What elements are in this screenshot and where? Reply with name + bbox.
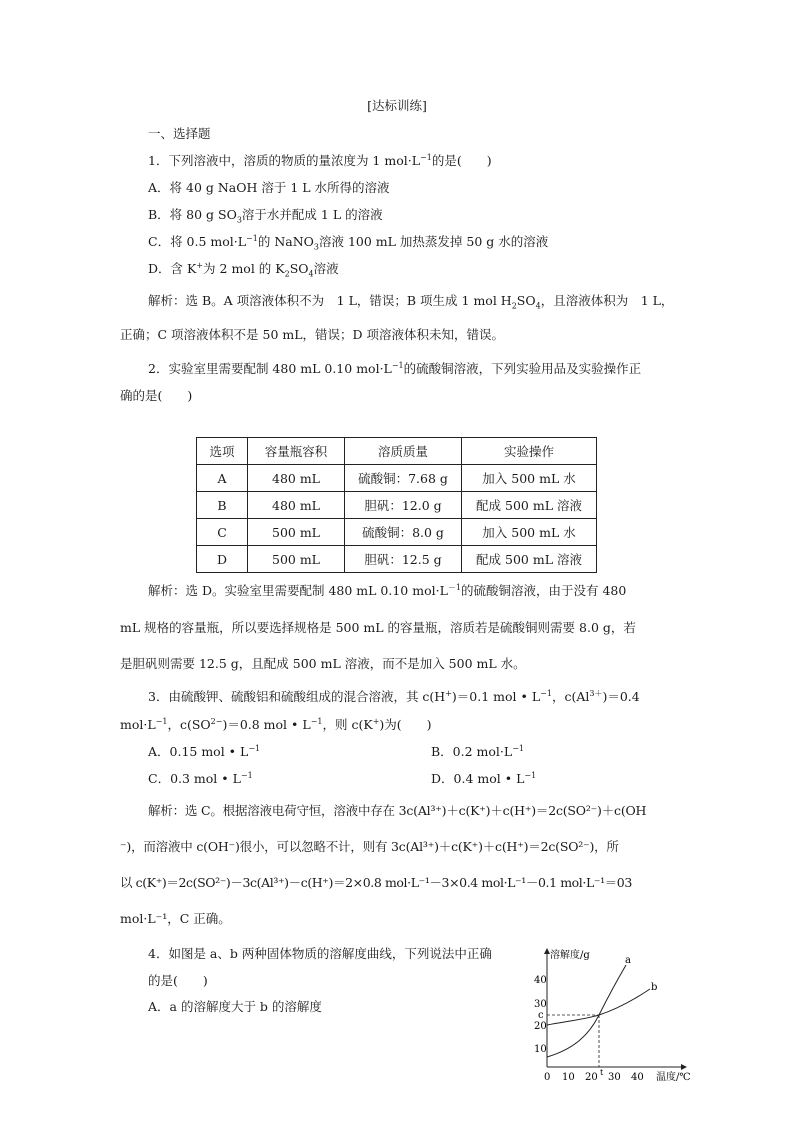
q3-answer-line2: ⁻)，而溶液中 c(OH⁻)很小，可以忽略不计，则有 3c(Al³⁺)＋c(K⁺)＋c(H⁺)＝2c(SO²⁻)，所 (120, 839, 619, 854)
q4-stem-line1: 4．如图是 a、b 两种固体物质的溶解度曲线，下列说法中正确 (148, 946, 492, 961)
q1-option-a: A．将 40 g NaOH 溶于 1 L 水所得的溶液 (148, 180, 390, 195)
x-tick-label: t (600, 1068, 604, 1077)
q1-stem: 1．下列溶液中，溶质的物质的量浓度为 1 $mol\cdot L^{-1}$的是( ) (148, 152, 492, 168)
solubility-chart (514, 943, 694, 1088)
q2-stem-line2: 确的是( ) (120, 388, 193, 403)
table-header-cell: 溶质质量 (345, 438, 462, 465)
y-tick-label: 10 (534, 1044, 547, 1055)
q1-option-c: C．将 0.5 $mol\cdot L^{-1}$的 NaNO$_3$溶液 100 mL 加热蒸发掉 50 g 水的溶液 (148, 233, 549, 252)
table-header-cell: 选项 (197, 438, 248, 465)
curve-a (547, 965, 626, 1057)
section-heading: 一、选择题 (148, 126, 211, 141)
curve-b (547, 989, 650, 1025)
q3-answer-line3: 以 c(K⁺)＝2c(SO²⁻)－3c(Al³⁺)－c(H⁺)＝2×0.8 mol·L⁻¹－3×0.4 mol·L⁻¹－0.1 mol·L⁻¹＝03 (120, 875, 632, 890)
q1-answer-line1: 解析：选 B。A 项溶液体积不为 1 L，错误；B 项生成 1 mol $H_2SO_4$，且溶液体积为 1 L， (148, 293, 674, 311)
table-cell: 500 mL (248, 546, 345, 573)
table-row (197, 492, 597, 519)
y-axis-label: 溶解度/g (550, 950, 590, 961)
x-tick-label: 30 (608, 1072, 621, 1083)
x-tick-label: 0 (544, 1072, 551, 1083)
q3-stem-line1: 3．由硫酸钾、硫酸铝和硫酸组成的混合溶液，其 c(H+)＝0.1 mol • $L^{-1}$，$c(Al^{3+})=0.4$ (148, 688, 640, 704)
table-row (197, 465, 597, 492)
page-title: [达标训练] (367, 98, 427, 113)
table-cell: 胆矾：12.5 g (345, 546, 462, 573)
table-row (197, 519, 597, 546)
table-row (197, 546, 597, 573)
q4-stem-line2: 的是( ) (148, 973, 208, 988)
table-cell: B (197, 492, 248, 519)
q4-option-a: A．a 的溶解度大于 b 的溶解度 (148, 999, 322, 1014)
curve-b-label: b (651, 982, 658, 993)
q3-option-b: B．0.2 $mol\cdot L^{-1}$ (431, 743, 524, 759)
q3-answer-line4: mol·L⁻¹，C 正确。 (120, 911, 231, 926)
q3-stem-line2: $mol\cdot L^{-1}$，$c(SO^{2-})=0.8$ mol • $L^{-1}$，则 c(K+)为( ) (120, 716, 432, 732)
table-cell: 配成 500 mL 溶液 (462, 492, 597, 519)
table-cell: 配成 500 mL 溶液 (462, 546, 597, 573)
q2-answer-line1: 解析：选 D。实验室里需要配制 480 mL 0.10 $mol\cdot L^{-1}$的硫酸铜溶液，由于没有 480 (148, 582, 627, 598)
y-tick-label: c (538, 1010, 544, 1021)
y-tick-label: 40 (534, 975, 547, 986)
table-cell: 500 mL (248, 519, 345, 546)
table-cell: 硫酸铜：7.68 g (345, 465, 462, 492)
q1-option-d: D．含 K+为 2 mol 的 $K_2SO_4$溶液 (148, 260, 339, 279)
q2-answer-line2: mL 规格的容量瓶，所以要选择规格是 500 mL 的容量瓶，溶质若是硫酸铜则需要 8.0 g，若 (120, 620, 636, 635)
q2-options-table (196, 437, 597, 573)
q1-answer-line2: 正确；C 项溶液体积不是 50 mL，错误；D 项溶液体积未知，错误。 (120, 327, 505, 342)
q1-option-b: B．将 80 g $SO_3$溶于水并配成 1 L 的溶液 (148, 207, 383, 225)
x-tick-label: 40 (631, 1072, 644, 1083)
table-cell: 480 mL (248, 465, 345, 492)
table-header-cell: 容量瓶容积 (248, 438, 345, 465)
q2-stem-line1: 2．实验室里需要配制 480 mL 0.10 $mol\cdot L^{-1}$的硫酸铜溶液，下列实验用品及实验操作正 (148, 360, 642, 376)
table-cell: 胆矾：12.0 g (345, 492, 462, 519)
y-tick-label: 30 (534, 999, 547, 1010)
q3-option-d: D．0.4 mol • $L^{-1}$ (431, 770, 537, 786)
table-cell: 加入 500 mL 水 (462, 519, 597, 546)
table-cell: D (197, 546, 248, 573)
q2-answer-line3: 是胆矾则需要 12.5 g，且配成 500 mL 溶液，而不是加入 500 mL 水。 (120, 656, 526, 671)
table-cell: 480 mL (248, 492, 345, 519)
table-header-row (197, 438, 597, 465)
table-header-cell: 实验操作 (462, 438, 597, 465)
q3-option-a: A．0.15 mol • $L^{-1}$ (148, 743, 261, 759)
table-cell: C (197, 519, 248, 546)
table-cell: A (197, 465, 248, 492)
q3-answer-line1: 解析：选 C。根据溶液电荷守恒，溶液中存在 3c(Al³⁺)＋c(K⁺)＋c(H⁺)＝2c(SO²⁻)＋c(OH (148, 803, 647, 818)
x-tick-label: 20 (585, 1072, 598, 1083)
q3-option-c: C．0.3 mol • $L^{-1}$ (148, 770, 253, 786)
table-cell: 加入 500 mL 水 (462, 465, 597, 492)
y-tick-label: 20 (534, 1021, 547, 1032)
table-cell: 硫酸铜：8.0 g (345, 519, 462, 546)
x-axis-label: 温度/℃ (656, 1072, 691, 1083)
x-tick-label: 10 (562, 1072, 575, 1083)
curve-a-label: a (625, 955, 631, 966)
